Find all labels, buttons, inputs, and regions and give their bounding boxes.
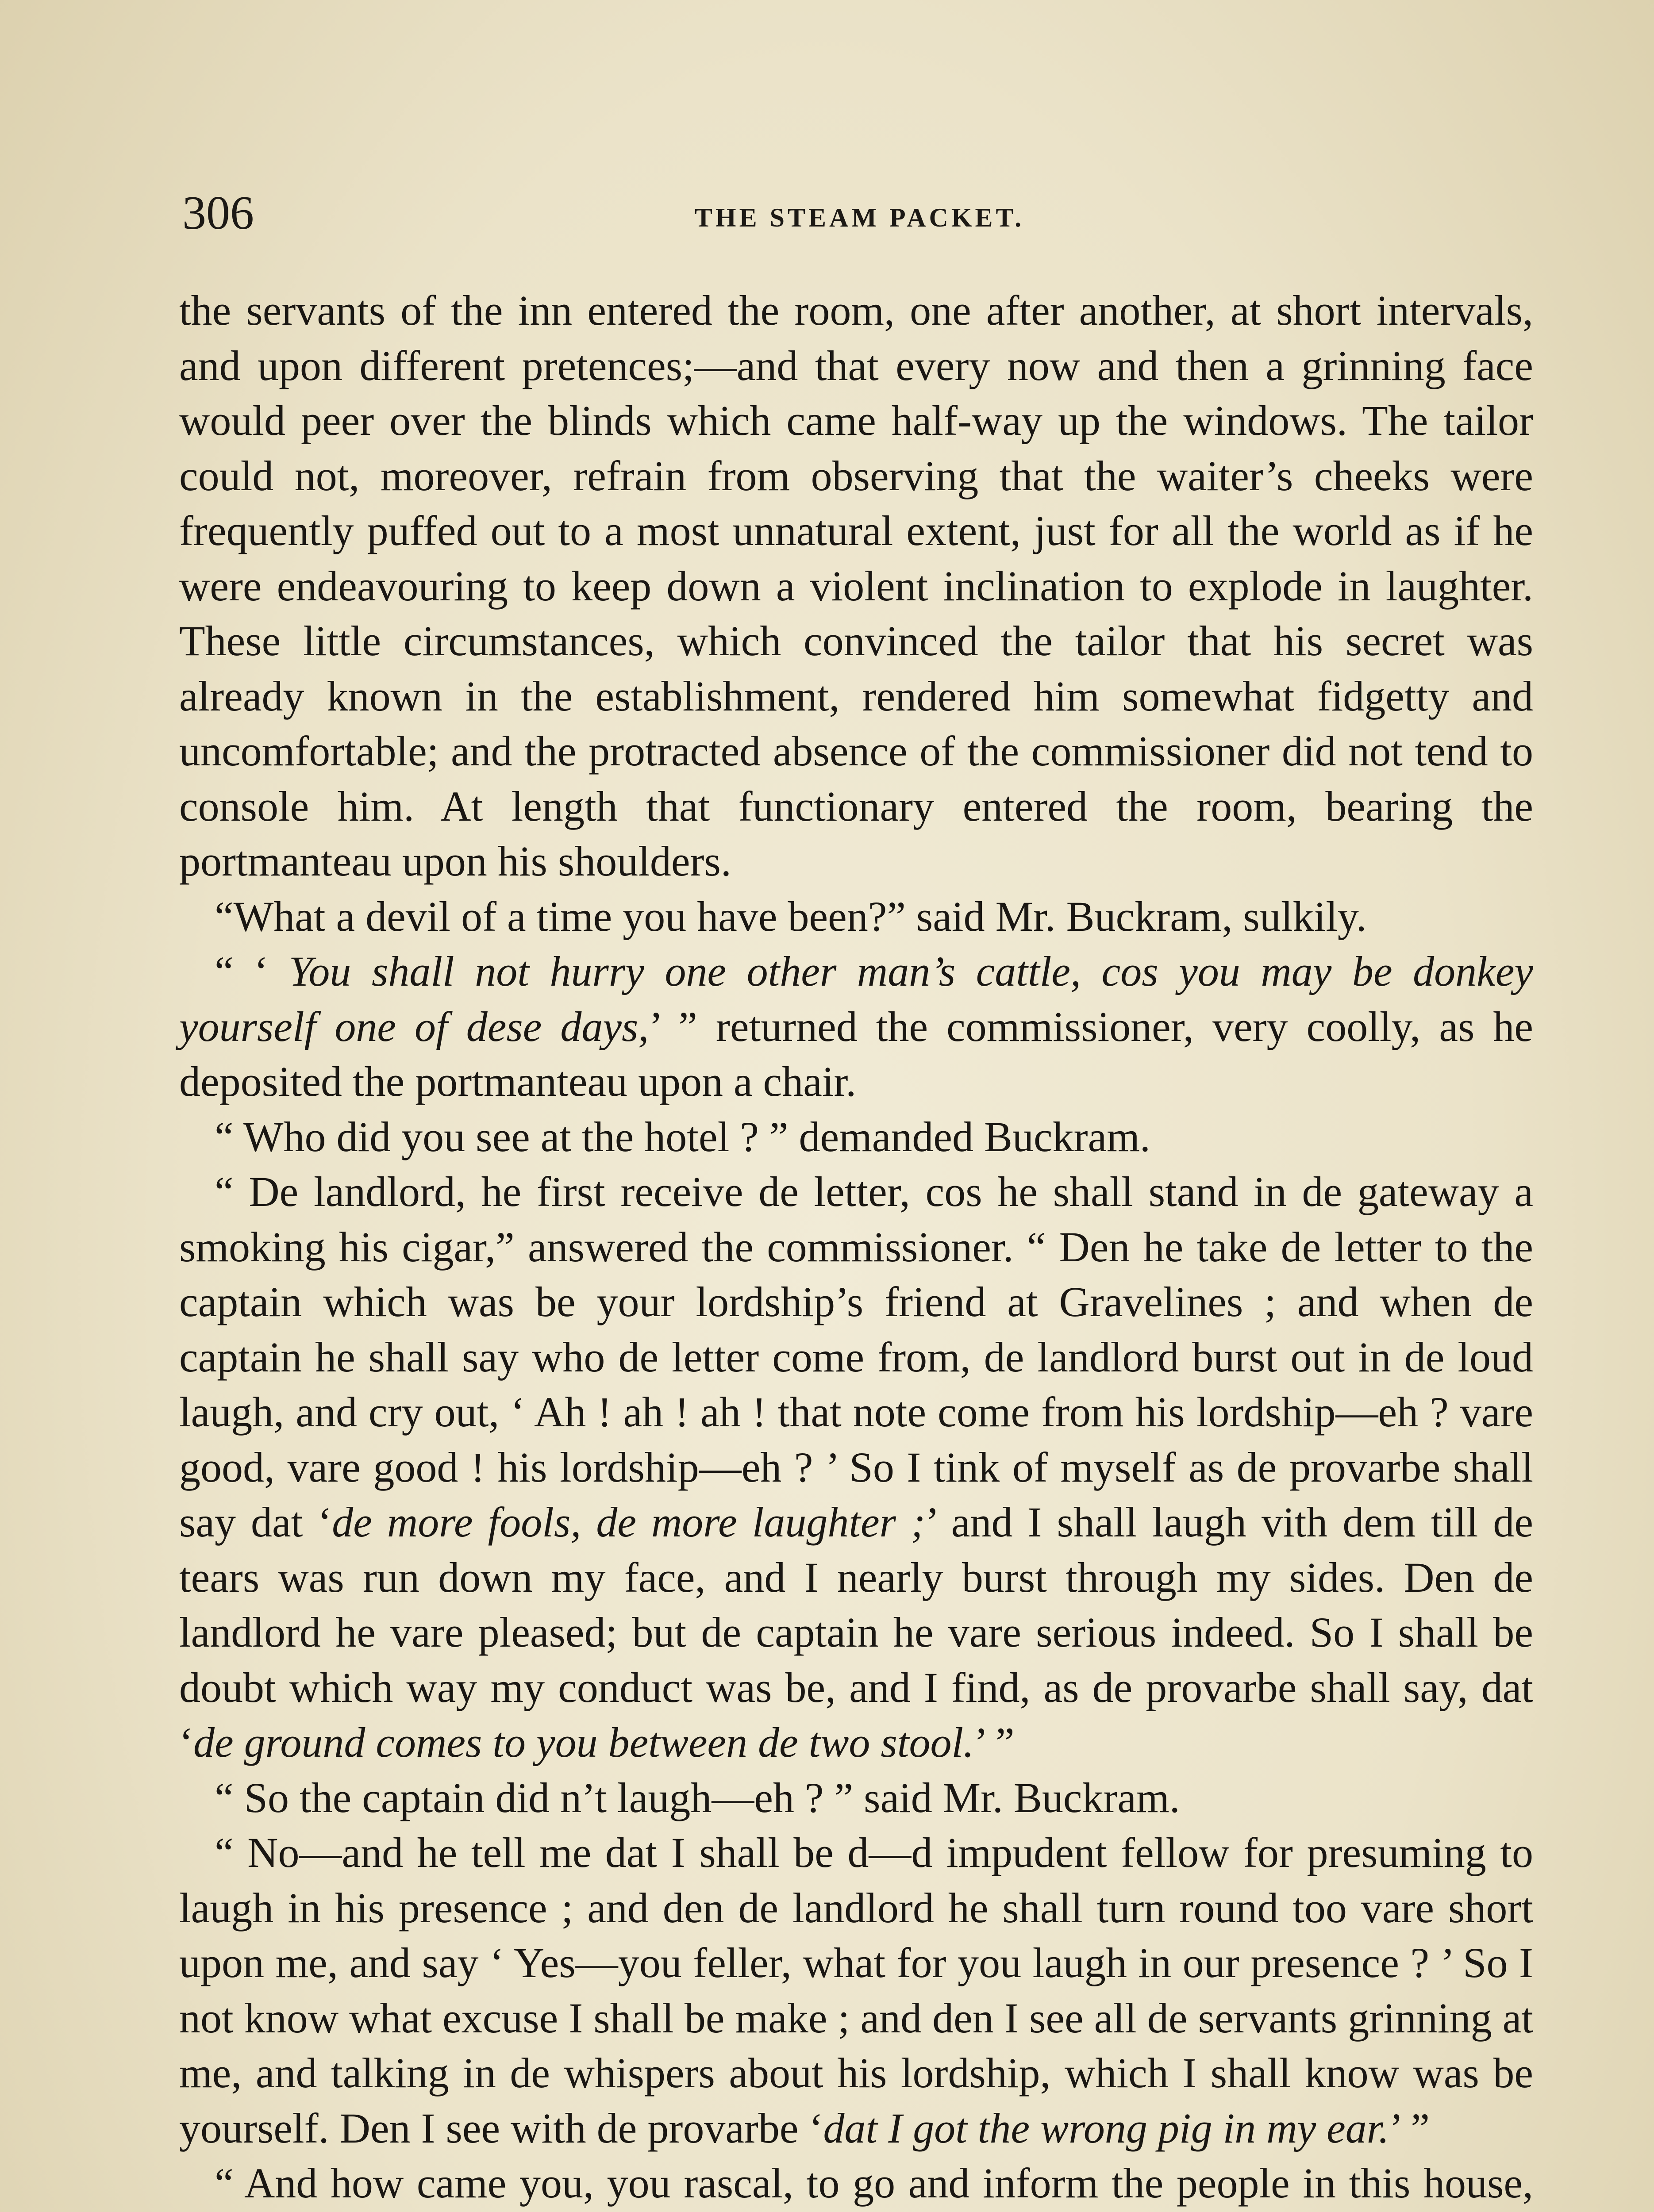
text-run: ’ ” bbox=[1389, 2104, 1430, 2152]
paragraph bbox=[179, 1825, 1533, 2156]
text-run: ’ and I shall laugh vith dem till de tears was run down my face, and I nearly burst through my sides. Den de landlord he vare pleased; but de captain he vare serious indeed. So I shall be doubt which way my conduct was be, and I find, as de provarbe shall say, dat ‘ bbox=[179, 1498, 1534, 1766]
italic-text-run: de more fools, de more laughter ; bbox=[332, 1498, 925, 1546]
text-run: “What a devil of a time you have been?” said Mr. Buckram, sulkily. bbox=[215, 892, 1367, 940]
italic-text-run: You shall not hurry one other man’s cattle, cos you may be donkey yourself one of dese days, bbox=[179, 948, 1533, 1050]
paragraph bbox=[179, 889, 1533, 945]
body-text bbox=[179, 283, 1533, 2212]
italic-text-run: de ground comes to you between de two stool. bbox=[193, 1719, 974, 1766]
page-number: 306 bbox=[182, 187, 254, 239]
italic-text-run: dat I got the wrong pig in my ear. bbox=[823, 2104, 1389, 2152]
text-run: “ And how came you, you rascal, to go and inform the people in this house, bbox=[215, 2159, 1533, 2207]
text-run: “ De landlord, he first receive de letter, cos he shall stand in de gateway a smoking his cigar,” answered the commissioner. “ Den he take de letter to the captain which was be your lordship’s friend at Gravelines ; and when de captain he shall say who de letter come from, de landlord burst out in de loud laugh, and cry out, ‘ Ah ! ah ! ah ! that note come from his lordship—eh ? vare good, vare good ! his lordship—eh ? ’ So I tink of myself as de provarbe shall say dat ‘ bbox=[179, 1168, 1533, 1546]
paragraph bbox=[179, 944, 1533, 1110]
running-title: THE STEAM PACKET. bbox=[694, 203, 1025, 232]
text-run: ’ ” bbox=[974, 1719, 1015, 1766]
paragraph bbox=[179, 2156, 1533, 2212]
page-header bbox=[182, 186, 1537, 248]
text-run: “ ‘ bbox=[215, 948, 289, 995]
text-run: “ So the captain did n’t laugh—eh ? ” said Mr. Buckram. bbox=[215, 1774, 1180, 1821]
paragraph bbox=[179, 1164, 1533, 1770]
text-run: ’ ” returned the commissioner, very coolly, as he deposited the portmanteau upon a chair. bbox=[179, 1002, 1533, 1105]
text-run: “ Who did you see at the hotel ? ” demanded Buckram. bbox=[215, 1113, 1150, 1160]
paragraph bbox=[179, 1770, 1533, 1826]
text-run: “ No—and he tell me dat I shall be d—d impudent fellow for presuming to laugh in his presence ; and den de landlord he shall turn round too vare short upon me, and say ‘ Yes—you feller, what for you laugh in our presence ? ’ So I not know what excuse I shall be make ; and den I see all de servants grinning at me, and talking in de whispers about his lordship, which I shall know was be yourself. Den I see with de provarbe ‘ bbox=[179, 1829, 1533, 2152]
text-run: the servants of the inn entered the room, one after another, at short intervals, and upon different pretences;—and that every now and then a grinning face would peer over the blinds which came half-way up the windows. The tailor could not, moreover, refrain from observing that the waiter’s cheeks were frequently puffed out to a most unnatural extent, just for all the world as if he were endeavouring to keep down a violent inclination to explode in laughter. These little circumstances, which convinced the tailor that his secret was already known in the establishment, rendered him somewhat fidgetty and uncomfortable; and the protracted absence of the commissioner did not tend to console him. At length that functionary entered the room, bearing the portmanteau upon his shoulders. bbox=[179, 287, 1533, 885]
paragraph bbox=[179, 1110, 1533, 1165]
paragraph bbox=[179, 283, 1533, 889]
